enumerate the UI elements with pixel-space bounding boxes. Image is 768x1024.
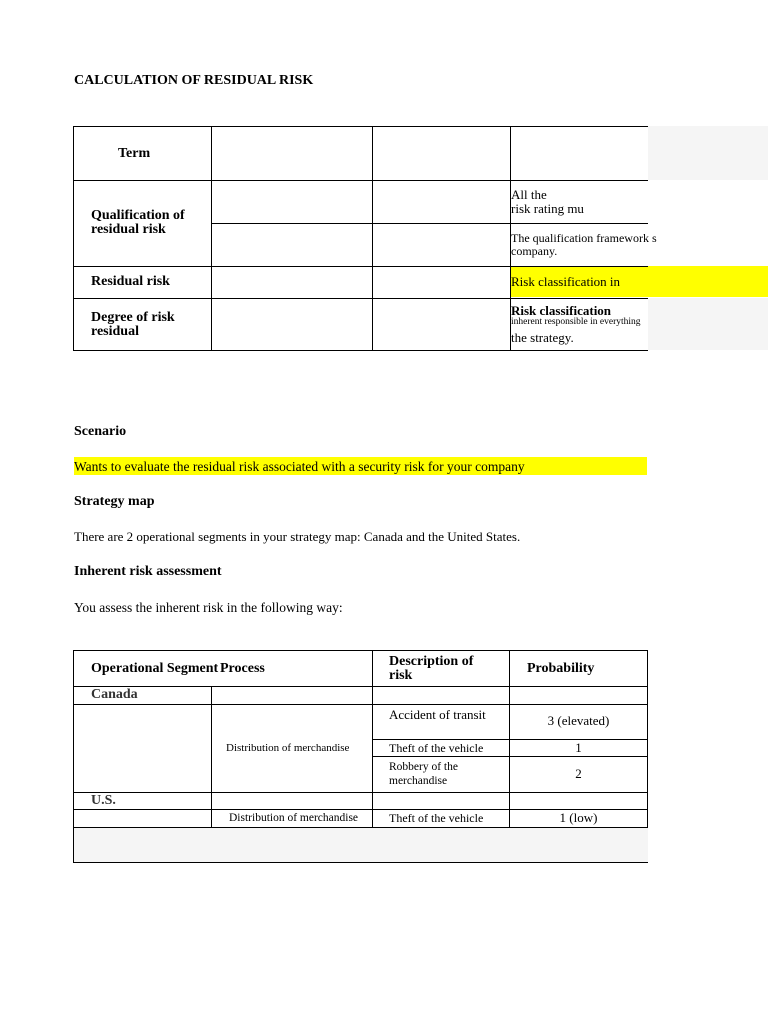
table-cell [372,298,510,351]
residual-risk-text: Risk classification in [511,275,621,289]
inherent-text: You assess the inherent risk in the following way: [74,600,343,615]
framework-text-line: company. [511,244,558,258]
risk-description: Theft of the vehicle [389,741,484,755]
table-cell [372,126,510,180]
table-cell [211,126,372,180]
scenario-heading: Scenario [74,424,127,439]
degree-text-line: the strategy. [511,331,574,345]
table-cell [372,180,510,223]
shade-strip [648,298,768,350]
table-footer-shade [73,827,648,862]
degree-text-line: Risk classification [511,304,612,318]
table-cell [211,223,372,266]
process-canada: Distribution of merchandise [226,742,350,754]
header-description: Description of risk [389,654,474,683]
risk-probability: 1 [575,740,582,755]
table-cell [510,126,648,180]
table-cell [211,266,372,298]
process-us: Distribution of merchandise [229,812,359,824]
risk-probability: 3 (elevated) [547,713,610,728]
table-cell [372,223,510,266]
inherent-heading: Inherent risk assessment [74,564,222,579]
scenario-text: Wants to evaluate the residual risk associated with a security risk for your company [74,459,525,474]
segment-canada: Canada [91,687,138,702]
row-label-qualification: Qualification of residual risk [91,208,185,237]
framework-text-line: The qualification framework s [511,231,657,245]
header-process: Process [220,661,265,676]
header-probability: Probability [527,661,595,676]
table-cell [211,180,372,223]
row-label-residual-risk: Residual risk [91,274,170,289]
strategy-heading: Strategy map [74,494,155,509]
risk-probability: 2 [575,766,582,781]
row-label-term: Term [118,146,151,161]
row-label-degree: Degree of risk residual [91,310,175,339]
qualification-text-line: All the [511,188,547,202]
risk-description: Theft of the vehicle [389,811,484,825]
risk-description: Accident of transit [389,707,486,722]
shade-strip [648,126,768,180]
risk-probability: 1 (low) [559,810,598,825]
header-operational-segment: Operational Segment [91,661,219,676]
strategy-text: There are 2 operational segments in your strategy map: Canada and the United States. [74,529,521,544]
degree-text-line: inherent responsible in everything [511,317,641,327]
document-title: CALCULATION OF RESIDUAL RISK [74,73,314,88]
risk-description: Robbery of the merchandise [389,761,458,787]
table-cell [372,266,510,298]
segment-us: U.S. [91,793,116,808]
qualification-text-line: risk rating mu [511,202,584,216]
table-cell [211,298,372,351]
